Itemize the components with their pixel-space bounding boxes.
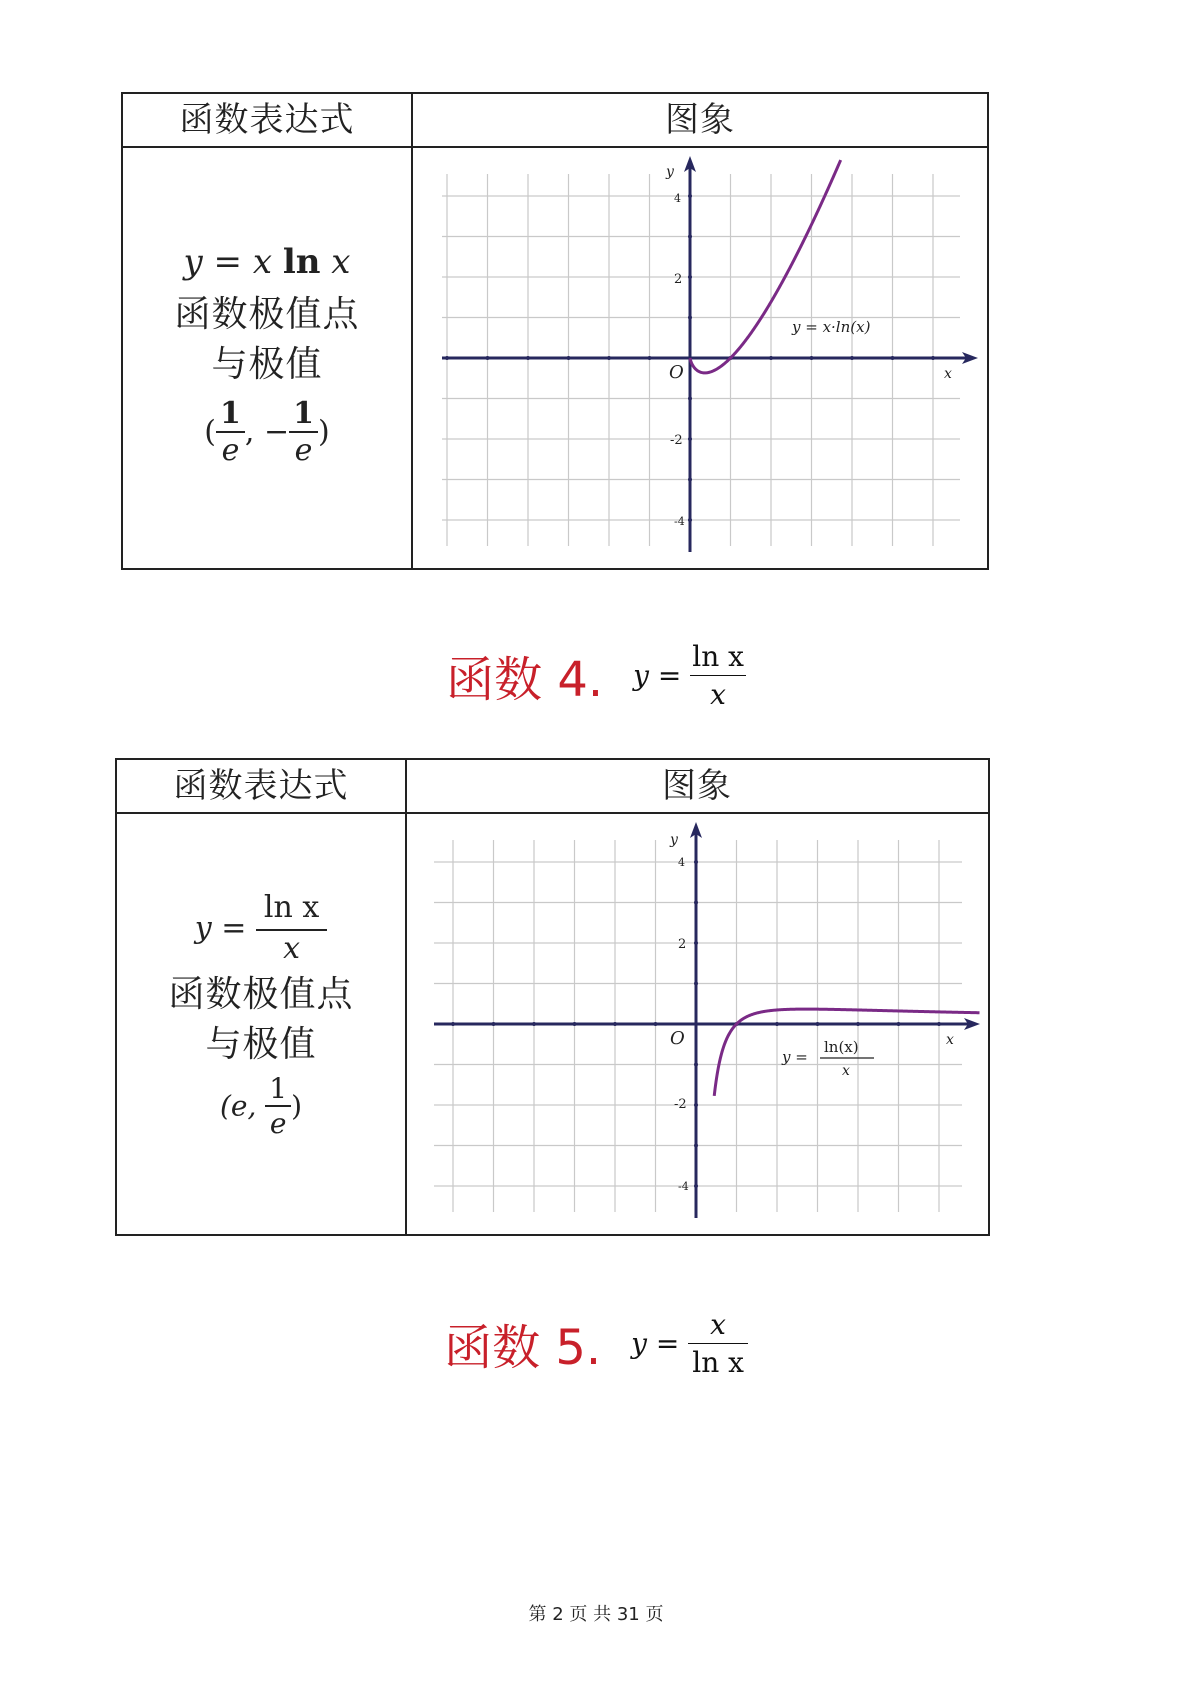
tick-label-2: 2 [674, 272, 683, 287]
axis-tick [897, 1022, 901, 1026]
axis-tick [694, 1144, 698, 1148]
formula-x-ln-x [123, 234, 411, 290]
axis-tick [891, 356, 895, 360]
axis-tick [769, 356, 773, 360]
fraction-numerator: 1 [265, 1072, 291, 1107]
fraction-numerator: 1 [289, 396, 318, 433]
tick-label-4: 4 [674, 192, 681, 205]
axis-tick [850, 356, 854, 360]
axis-tick [775, 1022, 779, 1026]
heading-4-fraction [690, 640, 746, 711]
formula-fraction [256, 890, 327, 966]
tick-label-neg4: -4 [674, 515, 685, 528]
axis-tick [648, 356, 652, 360]
axis-tick [688, 478, 692, 482]
heading-4-lhs: y = [633, 659, 682, 692]
tick-label-neg2: -2 [674, 1097, 687, 1112]
y-axis-label: y [670, 832, 678, 848]
axis-tick [567, 356, 571, 360]
grid [434, 840, 962, 1212]
curve-label-den: x [842, 1063, 850, 1079]
curve-label: y = x·ln(x) [792, 318, 871, 336]
extremum-label-line2: 与极值 [211, 344, 323, 385]
axis-tick [451, 1022, 455, 1026]
axis-tick [532, 1022, 536, 1026]
axis-tick [654, 1022, 658, 1026]
formula-eq: = [221, 910, 247, 946]
formula-y: y [194, 910, 212, 946]
axis-tick [856, 1022, 860, 1026]
axis-tick [688, 316, 692, 320]
formula-x: x [331, 242, 351, 282]
axis-tick [445, 356, 449, 360]
fraction-denominator: x [710, 678, 726, 711]
paren-close: ) [291, 1089, 303, 1123]
fraction-1-over-e [289, 396, 318, 468]
origin-label: O [669, 362, 684, 383]
formula-x: x [252, 242, 273, 282]
axis-tick [694, 901, 698, 905]
tick-label-2: 2 [678, 937, 687, 952]
fraction-numerator: 1 [216, 396, 245, 433]
formula-ln-x-over-x [117, 890, 405, 966]
axis-tick [694, 1184, 698, 1188]
table-2-expression-cell [117, 890, 405, 1140]
extremum-label-line1: 函数极值点 [174, 294, 360, 335]
page-footer: 第 2 页 共 31 页 [528, 1604, 664, 1625]
heading-function-4 [0, 640, 1192, 711]
fraction-1-over-e [216, 396, 245, 468]
axis-tick [688, 397, 692, 401]
axis-tick [937, 1022, 941, 1026]
extremum-point [123, 396, 411, 468]
heading-5-lhs: y = [631, 1327, 680, 1360]
table-1-expression-cell [123, 234, 411, 468]
axis-tick [810, 356, 814, 360]
heading-5-prefix: 函数 5. [444, 1320, 602, 1376]
axis-tick [694, 860, 698, 864]
heading-4-formula [633, 640, 746, 711]
axis-tick [688, 437, 692, 441]
axis-tick [694, 982, 698, 986]
paren-close: ) [317, 414, 330, 450]
curve-label-lhs: y = [782, 1048, 808, 1066]
fraction-denominator: ln x [692, 1346, 744, 1379]
extremum-label-line2: 与极值 [205, 1024, 317, 1065]
curve-x-ln-x [690, 160, 841, 373]
graph-x-ln-x [412, 146, 986, 566]
axis-tick [607, 356, 611, 360]
table-1-header-expression: 函数表达式 [179, 100, 355, 140]
table-1-header-graph: 图象 [665, 100, 735, 140]
x-axis-label: x [944, 366, 952, 382]
grid [442, 174, 960, 546]
x-axis-label: x [946, 1032, 954, 1048]
heading-4-prefix: 函数 4. [446, 652, 604, 708]
fraction-denominator: e [294, 433, 313, 468]
fraction-numerator: x [688, 1308, 748, 1344]
heading-5-formula [631, 1308, 748, 1379]
graph-ln-x-over-x [406, 812, 986, 1232]
formula-ln: ln [282, 242, 321, 282]
fraction-numerator: ln x [690, 640, 746, 676]
fraction-numerator: ln x [256, 890, 327, 931]
axis-tick [688, 275, 692, 279]
extremum-point [117, 1072, 405, 1140]
y-axis-label: y [666, 164, 674, 180]
axis-tick [688, 518, 692, 522]
fraction-1-over-e [265, 1072, 291, 1140]
axis-tick [694, 1063, 698, 1067]
tick-label-4: 4 [678, 856, 685, 869]
axis-tick [486, 356, 490, 360]
axes [442, 156, 978, 552]
paren-open: ( [204, 414, 217, 450]
heading-5-fraction [688, 1308, 748, 1379]
axis-tick [573, 1022, 577, 1026]
axis-tick [688, 194, 692, 198]
formula-y: y [183, 242, 203, 282]
table-2-header-expression: 函数表达式 [173, 766, 349, 806]
axis-tick [688, 235, 692, 239]
fraction-denominator: e [221, 433, 240, 468]
point-open: (e, [219, 1089, 257, 1123]
axis-tick [492, 1022, 496, 1026]
formula-eq: = [213, 242, 243, 282]
table-2-header-graph: 图象 [662, 766, 732, 806]
tick-label-neg4: -4 [678, 1180, 689, 1193]
axis-tick [816, 1022, 820, 1026]
axis-tick [694, 1103, 698, 1107]
axis-tick [931, 356, 935, 360]
fraction-denominator: x [283, 931, 301, 966]
axis-tick [613, 1022, 617, 1026]
fraction-denominator: e [269, 1107, 287, 1140]
heading-function-5 [0, 1308, 1192, 1379]
separator: , − [244, 414, 290, 450]
tick-label-neg2: -2 [670, 433, 683, 448]
axis-tick [526, 356, 530, 360]
origin-label: O [670, 1028, 685, 1049]
axis-tick [694, 941, 698, 945]
extremum-label-line1: 函数极值点 [168, 974, 354, 1015]
curve-label-num: ln(x) [824, 1038, 859, 1056]
